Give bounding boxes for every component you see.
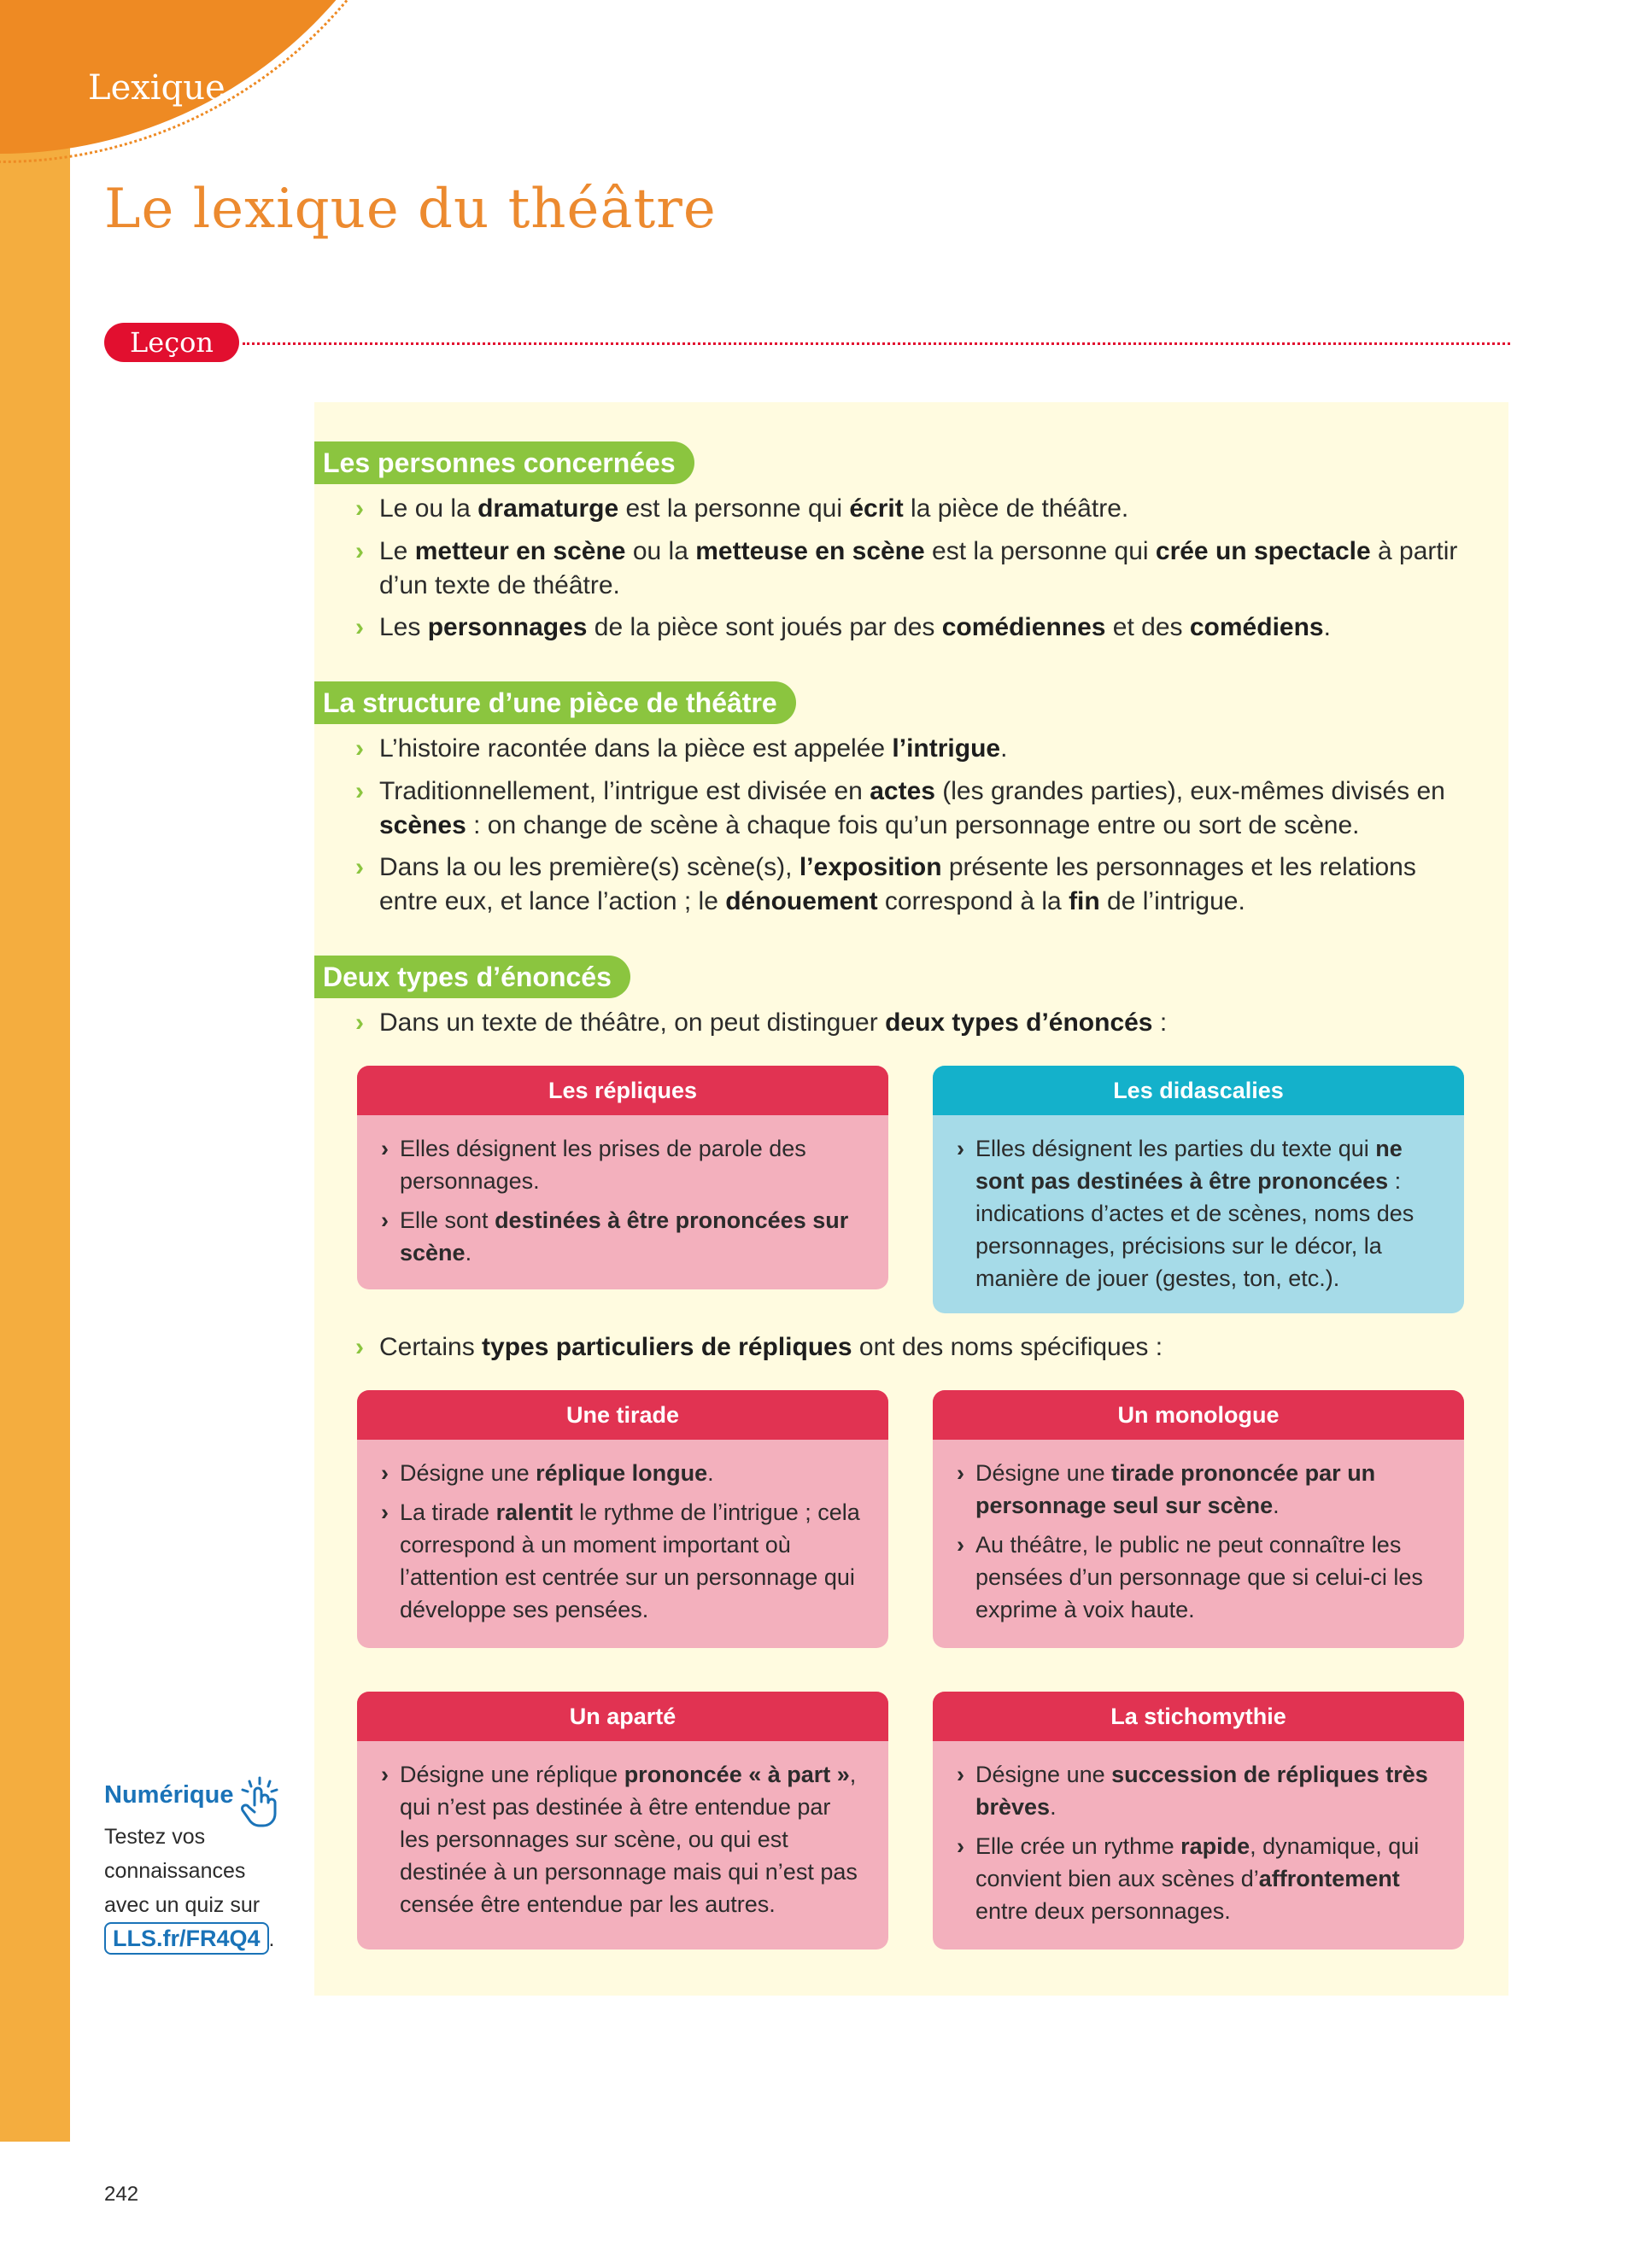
numerique-title: Numérique <box>104 1781 234 1809</box>
card-monologue <box>933 1390 1464 1648</box>
lesson-badge: Leçon <box>104 323 239 362</box>
bullet-item: › Dans un texte de théâtre, on peut distinguer deux types d’énoncés : <box>355 1006 1474 1040</box>
bullet-item: › L’histoire racontée dans la pièce est appelée l’intrigue. <box>355 732 1474 766</box>
chevron-right-icon: › <box>355 734 364 763</box>
bullet-item: › Le metteur en scène ou la metteuse en scène est la personne qui crée un spectacle à partir d’un texte de théâtre. <box>355 535 1474 603</box>
lesson-dotted-rule <box>243 342 1510 345</box>
chevron-right-icon: › <box>957 1460 964 1486</box>
side-color-strip <box>0 0 70 2142</box>
card-item: › Elle crée un rythme rapide, dynamique, qui convient bien aux scènes d’affrontement entre deux personnages. <box>957 1830 1438 1927</box>
chevron-right-icon: › <box>355 1008 364 1037</box>
chevron-right-icon: › <box>355 613 364 641</box>
chevron-right-icon: › <box>957 1833 964 1859</box>
numerique-text: Testez vos connaissances avec un quiz sur LLS.fr/FR4Q4 . <box>104 1820 301 1956</box>
card-stichomythie <box>933 1692 1464 1949</box>
bullet-item: › Le ou la dramaturge est la personne qui écrit la pièce de théâtre. <box>355 492 1474 526</box>
card-title: Un monologue <box>933 1390 1464 1440</box>
chevron-right-icon: › <box>355 777 364 805</box>
chevron-right-icon: › <box>381 1136 389 1161</box>
page-title: Le lexique du théâtre <box>104 178 717 241</box>
chevron-right-icon: › <box>381 1207 389 1233</box>
bullet-item: › Certains types particuliers de répliques ont des noms spécifiques : <box>355 1330 1474 1365</box>
section-heading-types: Deux types d’énoncés <box>314 956 630 998</box>
card-item: › Au théâtre, le public ne peut connaître les pensées d’un personnage que si celui-ci les exprime à voix haute. <box>957 1529 1438 1626</box>
page-number: 242 <box>104 2183 139 2206</box>
card-item: › Désigne une succession de répliques très brèves. <box>957 1758 1438 1823</box>
chevron-right-icon: › <box>355 1333 364 1361</box>
card-title: Les didascalies <box>933 1066 1464 1115</box>
chevron-right-icon: › <box>957 1762 964 1787</box>
card-item: › Désigne une réplique longue. <box>381 1457 863 1489</box>
card-title: Un aparté <box>357 1692 888 1741</box>
card-item: › Elles désignent les prises de parole des personnages. <box>381 1132 863 1197</box>
corner-dotted-arc <box>0 0 454 163</box>
chevron-right-icon: › <box>355 537 364 565</box>
chevron-right-icon: › <box>355 494 364 523</box>
section-heading-structure: La structure d’une pièce de théâtre <box>314 681 796 724</box>
card-item: › Désigne une tirade prononcée par un personnage seul sur scène. <box>957 1457 1438 1522</box>
chevron-right-icon: › <box>381 1499 389 1525</box>
section-heading-persons: Les personnes concernées <box>314 441 694 484</box>
bullet-item: › Traditionnellement, l’intrigue est divisée en actes (les grandes parties), eux-mêmes divisés en scènes : on change de scène à chaque fois qu’un personnage entre ou sort de scène. <box>355 775 1474 843</box>
quiz-link[interactable]: LLS.fr/FR4Q4 <box>104 1922 269 1955</box>
chevron-right-icon: › <box>957 1532 964 1558</box>
section-label: Lexique <box>88 68 226 108</box>
card-item: › Elles désignent les parties du texte qui ne sont pas destinées à être prononcées : indications d’actes et de scènes, noms des personnages, précisions sur le décor, la manière de jouer (gestes, ton, etc.). <box>957 1132 1438 1295</box>
chevron-right-icon: › <box>381 1762 389 1787</box>
card-tirade <box>357 1390 888 1648</box>
card-item: › La tirade ralentit le rythme de l’intrigue ; cela correspond à un moment important où l’attention est centrée sur un personnage qui développe ses pensées. <box>381 1496 863 1626</box>
card-item: › Désigne une réplique prononcée « à part », qui n’est pas destinée à être entendue par les personnages sur scène, ou qui est destinée à un personnage mais qui n’est pas censée être entendue par les autres. <box>381 1758 863 1920</box>
card-item: › Elle sont destinées à être prononcées sur scène. <box>381 1204 863 1269</box>
chevron-right-icon: › <box>355 853 364 881</box>
bullet-item: › Dans la ou les première(s) scène(s), l’exposition présente les personnages et les relations entre eux, et lance l’action ; le dénouement correspond à la fin de l’intrigue. <box>355 850 1474 919</box>
card-title: Les répliques <box>357 1066 888 1115</box>
card-didascalies <box>933 1066 1464 1313</box>
card-title: La stichomythie <box>933 1692 1464 1741</box>
chevron-right-icon: › <box>381 1460 389 1486</box>
bullet-item: › Les personnages de la pièce sont joués par des comédiennes et des comédiens. <box>355 611 1474 645</box>
card-repliques <box>357 1066 888 1289</box>
card-aparte <box>357 1692 888 1949</box>
card-title: Une tirade <box>357 1390 888 1440</box>
chevron-right-icon: › <box>957 1136 964 1161</box>
